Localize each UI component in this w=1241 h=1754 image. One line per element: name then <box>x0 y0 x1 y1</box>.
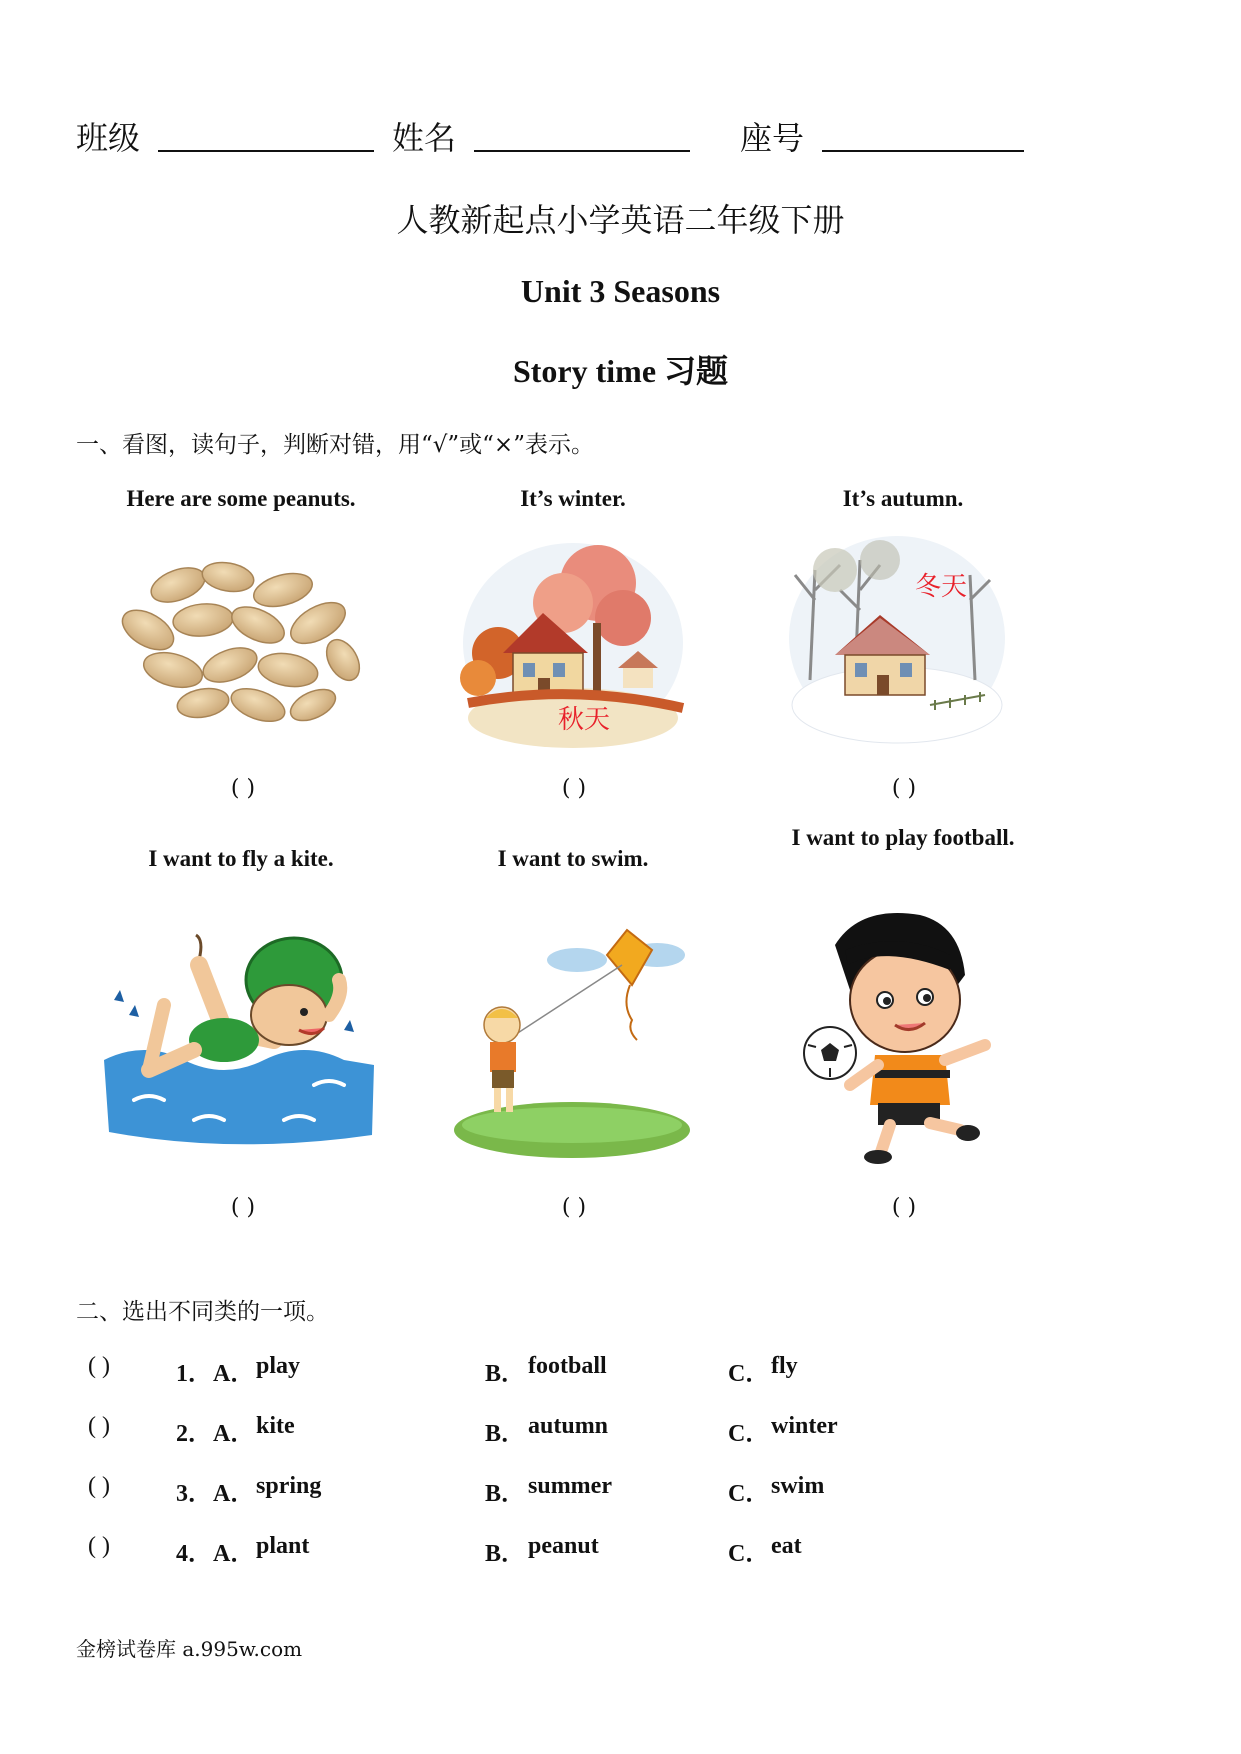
question-3-option-c: swim <box>771 1473 825 1499</box>
question-2-blank[interactable]: ( ) <box>88 1413 110 1439</box>
winter-label: 冬天 <box>915 572 968 602</box>
name-field[interactable] <box>474 150 690 152</box>
part2-instruction: 二、选出不同类的一项。 <box>76 1299 329 1325</box>
footer-source: 金榜试卷库 a.995w.com <box>76 1637 303 1661</box>
question-4-number: 4． <box>176 1541 212 1567</box>
option-label: C． <box>728 1481 770 1507</box>
question-2-option-a: kite <box>256 1413 295 1439</box>
story-title: Story time 习题 <box>512 353 729 389</box>
name-label: 姓名 <box>392 119 457 157</box>
class-field[interactable] <box>158 150 374 152</box>
question-4-option-c: eat <box>771 1533 802 1559</box>
autumn-house-image <box>458 533 688 748</box>
option-label: C． <box>728 1421 770 1447</box>
swimmer-image <box>104 920 374 1150</box>
question-1-option-a: play <box>256 1353 301 1379</box>
unit-title: Unit 3 Seasons <box>520 273 721 309</box>
question-1-option-c: fly <box>771 1353 798 1379</box>
option-label: A． <box>213 1481 255 1507</box>
option-label: A． <box>213 1541 255 1567</box>
question-3-number: 3． <box>176 1481 212 1507</box>
autumn-label: 秋天 <box>558 705 611 735</box>
seat-field[interactable] <box>822 150 1024 152</box>
peanuts-image <box>118 555 368 725</box>
answer-blank-3[interactable]: ( ) <box>891 776 917 801</box>
question-4-blank[interactable]: ( ) <box>88 1533 110 1559</box>
option-label: B． <box>485 1361 526 1387</box>
option-label: C． <box>728 1541 770 1567</box>
football-boy-image <box>800 905 1000 1170</box>
caption-1: Here are some peanuts. <box>126 486 356 511</box>
caption-6: I want to play football. <box>791 825 1015 850</box>
question-2-option-c: winter <box>771 1413 838 1439</box>
class-label: 班级 <box>76 119 141 157</box>
question-1-option-b: football <box>528 1353 607 1379</box>
option-label: B． <box>485 1421 526 1447</box>
question-1-number: 1． <box>176 1361 212 1387</box>
option-label: B． <box>485 1481 526 1507</box>
answer-blank-1[interactable]: ( ) <box>230 776 256 801</box>
caption-4: I want to fly a kite. <box>148 846 334 871</box>
caption-3: It’s autumn. <box>842 486 964 511</box>
caption-2: It’s winter. <box>520 486 626 511</box>
question-4-option-a: plant <box>256 1533 310 1559</box>
kite-boy-image <box>452 920 692 1160</box>
winter-house-image <box>785 530 1010 745</box>
option-label: C． <box>728 1361 770 1387</box>
part1-instruction: 一、看图，读句子，判断对错，用“√”或“×”表示。 <box>76 432 594 458</box>
answer-blank-5[interactable]: ( ) <box>561 1195 587 1220</box>
question-2-number: 2． <box>176 1421 212 1447</box>
option-label: B． <box>485 1541 526 1567</box>
question-3-blank[interactable]: ( ) <box>88 1473 110 1499</box>
book-title: 人教新起点小学英语二年级下册 <box>396 201 845 239</box>
caption-5: I want to swim. <box>497 846 649 871</box>
question-2-option-b: autumn <box>528 1413 609 1439</box>
question-3-option-a: spring <box>256 1473 322 1499</box>
seat-label: 座号 <box>740 119 805 157</box>
question-3-option-b: summer <box>528 1473 612 1499</box>
option-label: A． <box>213 1361 255 1387</box>
answer-blank-6[interactable]: ( ) <box>891 1195 917 1220</box>
answer-blank-4[interactable]: ( ) <box>230 1195 256 1220</box>
answer-blank-2[interactable]: ( ) <box>561 776 587 801</box>
question-4-option-b: peanut <box>528 1533 599 1559</box>
option-label: A． <box>213 1421 255 1447</box>
question-1-blank[interactable]: ( ) <box>88 1353 110 1379</box>
